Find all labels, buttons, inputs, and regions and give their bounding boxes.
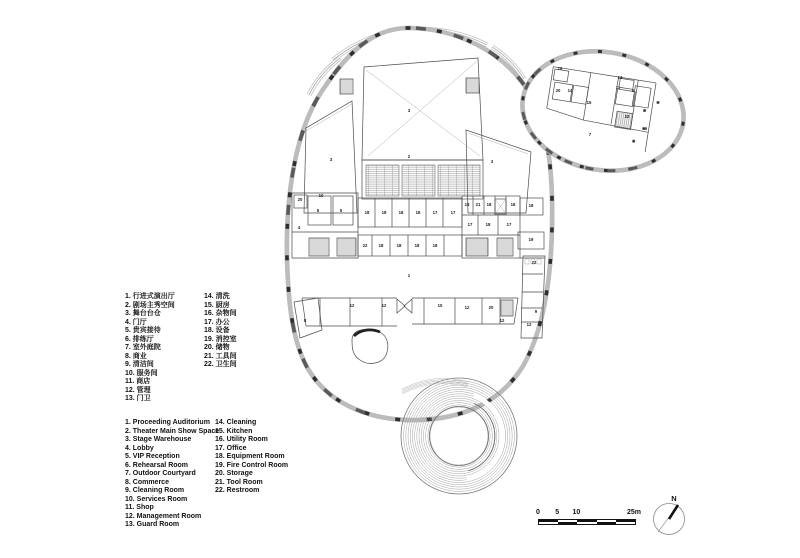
- legend-item: 5. 贵宾接待: [125, 327, 161, 334]
- scale-tick-label: 10: [572, 509, 581, 516]
- room-number: 18: [432, 243, 438, 248]
- room-number: 4: [297, 225, 301, 230]
- legend-zh-col1: [125, 293, 175, 404]
- facade-column: [287, 287, 291, 292]
- scale-segment: [597, 522, 616, 524]
- room-number: 15: [586, 100, 592, 105]
- legend-item: 19. Fire Control Room: [215, 461, 289, 469]
- room-number: 17: [506, 222, 512, 227]
- room-number: 5: [316, 208, 320, 213]
- facade-column: [548, 164, 552, 169]
- legend-item: 12. 管理: [125, 386, 151, 394]
- room-number: 5: [339, 208, 343, 213]
- facade-column: [285, 255, 289, 260]
- legend-item: 1. 行进式演出厅: [125, 293, 175, 300]
- legend-item: 8. Commerce: [125, 478, 169, 486]
- legend-item: 10. Services Room: [125, 495, 188, 503]
- legend-item: 19. 消控室: [204, 335, 237, 343]
- legend-item: 15. 厨房: [204, 301, 230, 309]
- room-number: 18: [396, 243, 402, 248]
- room-number: 18: [414, 243, 420, 248]
- legend-item: 6. 排练厅: [125, 335, 154, 343]
- legend-item: 15. Kitchen: [215, 427, 253, 435]
- legend-item: 17. Office: [215, 444, 247, 452]
- room-number: 18: [528, 203, 534, 208]
- auditorium-seating: [366, 165, 480, 196]
- room-number: 18: [364, 210, 370, 215]
- legend-zh-col2: [204, 293, 237, 370]
- legend-item: 16. 杂物间: [204, 310, 237, 317]
- legend-en-col2: [215, 419, 288, 496]
- facade-column: [550, 196, 554, 201]
- legend-item: 10. 服务间: [125, 369, 158, 377]
- north-label: N: [671, 494, 677, 503]
- room-number: 12: [464, 305, 470, 310]
- room-number: 21: [475, 202, 481, 207]
- room-number: 10: [318, 193, 324, 198]
- legend-item: 9. 清洁间: [125, 361, 154, 368]
- room-number: 20: [488, 305, 494, 310]
- room-number: 20: [297, 197, 303, 202]
- room-number: 20: [555, 88, 561, 93]
- facade-column: [288, 192, 292, 197]
- legend-item: 4. 门厅: [125, 318, 147, 326]
- legend-item: 2. 剧场主秀空间: [125, 301, 175, 309]
- legend-item: 22. 卫生间: [204, 361, 237, 368]
- room-number: 18: [510, 202, 516, 207]
- facade-column: [405, 26, 410, 30]
- legend-item: 17. 办公: [204, 318, 230, 326]
- compass: [654, 494, 685, 535]
- legend-item: 3. 舞台台仓: [125, 310, 161, 317]
- room-number: 19: [528, 237, 534, 242]
- legend-en-col1: [125, 419, 219, 530]
- room-number: 18: [381, 210, 387, 215]
- legend-item: 21. 工具间: [204, 352, 237, 360]
- legend-item: 20. 储物: [204, 344, 230, 351]
- room-number: 3: [490, 159, 494, 164]
- facade-column: [548, 259, 552, 264]
- room-number: 10: [437, 303, 443, 308]
- room-number: 12: [499, 318, 505, 323]
- legend-item: 4. Lobby: [125, 444, 154, 452]
- legend-item: 7. 室外庭院: [125, 344, 161, 351]
- room-number: 17: [450, 210, 456, 215]
- room-number: 22: [624, 114, 630, 119]
- room-number: 16: [557, 66, 563, 71]
- legend-item: 1. Proceeding Auditorium: [125, 419, 210, 426]
- scale-bar-segments: [538, 519, 636, 525]
- legend-item: 21. Tool Room: [215, 478, 263, 486]
- facade-column: [598, 50, 602, 53]
- room-number: 18: [398, 210, 404, 215]
- legend-item: 13. 门卫: [125, 395, 151, 402]
- room-number: 11: [615, 85, 621, 90]
- facade-louver: [607, 169, 615, 172]
- legend-item: 3. Stage Warehouse: [125, 436, 192, 443]
- room-number: 8: [303, 318, 307, 323]
- room-number: 12: [526, 322, 532, 327]
- room-number: 9: [534, 309, 538, 314]
- main-floor-plan: [285, 26, 554, 421]
- facade-column: [395, 417, 400, 421]
- room-number: 2: [407, 154, 411, 159]
- legend-item: 18. Equipment Room: [215, 453, 285, 460]
- legend-item: 12. Management Room: [125, 512, 202, 520]
- room-number: 7: [588, 132, 592, 137]
- room-number: 17: [432, 210, 438, 215]
- scale-segment: [539, 522, 558, 524]
- room-number: 18: [486, 202, 492, 207]
- legend-item: 7. Outdoor Courtyard: [125, 470, 196, 477]
- room-number: 22: [531, 260, 537, 265]
- facade-column: [550, 227, 554, 232]
- legend-item: 11. 商店: [125, 378, 151, 385]
- legend-item: 20. Storage: [215, 470, 253, 477]
- scale-tick-label: 25m: [626, 509, 642, 516]
- legend-item: 14. 清洗: [204, 293, 230, 300]
- scale-segment: [577, 522, 596, 524]
- legend-item: 22. Restroom: [215, 487, 260, 494]
- room-number: 3: [329, 157, 333, 162]
- facade-column: [285, 224, 289, 229]
- legend-item: 14. Cleaning: [215, 419, 257, 426]
- scale-tick-label: 5: [555, 509, 560, 516]
- scale-tick-label: 0: [536, 509, 540, 516]
- room-number: 17: [467, 222, 473, 227]
- legend-item: 8. 商业: [125, 352, 147, 360]
- legend-item: 16. Utility Room: [215, 436, 268, 443]
- room-number: 1: [407, 273, 411, 278]
- room-number: 14: [567, 88, 573, 93]
- legend-item: 9. Cleaning Room: [125, 487, 185, 494]
- legend-item: 18. 设备: [204, 327, 230, 334]
- room-number: 22: [362, 243, 368, 248]
- room-number: 12: [381, 303, 387, 308]
- north-needle-icon: [669, 505, 678, 519]
- scale-bar: [536, 509, 642, 529]
- room-number: 12: [349, 303, 355, 308]
- legend-item: 2. Theater Main Show Space: [125, 427, 220, 435]
- facade-column: [681, 121, 685, 125]
- legend-item: 5. VIP Reception: [125, 453, 180, 460]
- scale-segment: [558, 522, 577, 524]
- room-number: 18: [415, 210, 421, 215]
- legend-item: 11. Shop: [125, 504, 154, 511]
- scale-segment: [616, 522, 635, 524]
- room-number: 18: [485, 222, 491, 227]
- legend-item: 6. Rehearsal Room: [125, 461, 189, 469]
- room-number: 3: [407, 108, 411, 113]
- room-number: 13: [617, 75, 623, 80]
- room-number: 6: [631, 88, 635, 93]
- room-number: 18: [378, 243, 384, 248]
- room-number: 18: [464, 202, 470, 207]
- legend-item: 13. Guard Room: [125, 521, 180, 528]
- room-number: 6: [644, 126, 648, 131]
- facade-column: [521, 96, 525, 100]
